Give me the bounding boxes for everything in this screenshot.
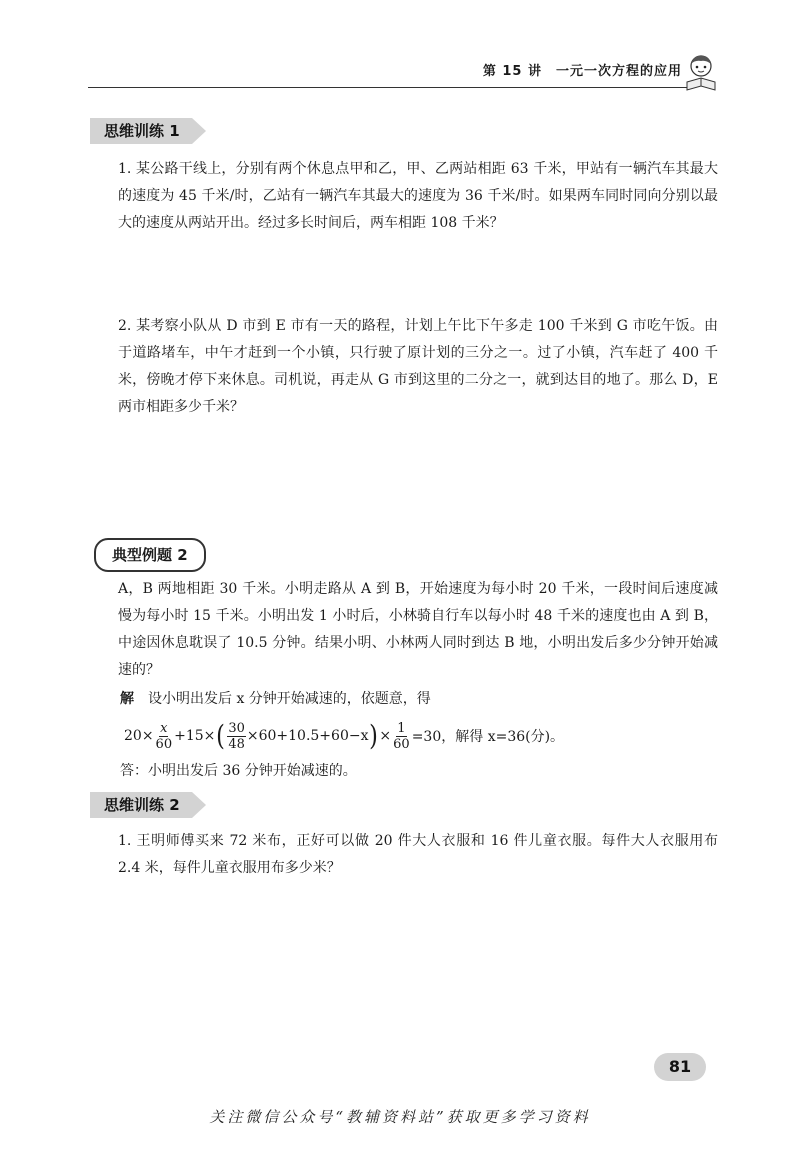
page-header (88, 50, 718, 90)
fraction-numerator: 30 (228, 720, 245, 736)
solution-intro: 设小明出发后 x 分钟开始减速的，依题意，得 (148, 691, 431, 707)
solution-label: 解 (120, 691, 134, 707)
fraction-numerator: x (160, 720, 168, 736)
example-2-problem: A，B 两地相距 30 千米。小明走路从 A 到 B，开始速度为每小时 20 千米，一段时间后速度减慢为每小时 15 千米。小明出发 1 小时后，小林骑自行车以每小时 48 千米的速度也由 A 到 B，中途因休息耽误了 10.5 分钟。结果小明、小林两人同时到达 B 地，小明出发后多少分钟开始减速的？ (118, 581, 718, 678)
right-paren: ) (369, 719, 379, 752)
fraction-denominator: 60 (393, 736, 410, 752)
eq-part-4: × (379, 728, 392, 744)
fraction-denominator: 60 (155, 736, 173, 752)
fraction-numerator: 1 (397, 720, 406, 736)
fraction-30-over-48 (227, 721, 246, 752)
example-2-answer: 答：小明出发后 36 分钟开始减速的。 (120, 763, 357, 779)
eq-part-3: ×60+10.5+60−x (246, 728, 369, 744)
training-2-question-1: 1. 王明师傅买来 72 米布，正好可以做 20 件大人衣服和 16 件儿童衣服。每件大人衣服用布 2.4 米，每件儿童衣服用布多少米？ (118, 833, 718, 876)
header-rule (88, 87, 688, 88)
solution-equation (124, 716, 724, 756)
training-1-question-1: 1. 某公路干线上，分别有两个休息点甲和乙，甲、乙两站相距 63 千米，甲站有一辆汽车其最大的速度为 45 千米/时，乙站有一辆汽车其最大的速度为 36 千米/时。如果两车同时同向分别以最大的速度从两站开出。经过多长时间后，两车相距 108 千米？ (118, 161, 718, 231)
eq-part-1: 20× (124, 728, 154, 744)
training-1-label-text: 思维训练 1 (90, 118, 192, 144)
fraction-1-over-60 (392, 721, 411, 752)
example-2-label: 典型例题 2 (94, 538, 206, 572)
training-1-label (90, 118, 206, 144)
reading-child-icon (684, 52, 718, 92)
eq-part-2: +15× (174, 728, 216, 744)
page-number: 81 (654, 1053, 706, 1081)
fraction-x-over-60 (155, 721, 174, 752)
solution-intro-line (120, 686, 720, 713)
training-2-label-text: 思维训练 2 (90, 792, 192, 818)
chapter-title: 第 15 讲 一元一次方程的应用 (482, 64, 682, 79)
training-1-question-2: 2. 某考察小队从 D 市到 E 市有一天的路程，计划上午比下午多走 100 千米到 G 市吃午饭。由于道路堵车，中午才赶到一个小镇，只行驶了原计划的三分之一。过了小镇，汽车赶了 400 千米，傍晚才停下来休息。司机说，再走从 G 市到这里的二分之一，就到达目的地了。那么 D，E 两市相距多少千米？ (118, 318, 718, 415)
left-paren: ( (216, 719, 226, 752)
tag-arrow-icon (192, 792, 206, 818)
training-2-label (90, 792, 206, 818)
footer-watermark: 关注微信公众号“教辅资料站”获取更多学习资料 (209, 1108, 591, 1126)
fraction-denominator: 48 (228, 736, 245, 752)
eq-part-5: =30，解得 x=36(分)。 (411, 729, 565, 745)
tag-arrow-icon (192, 118, 206, 144)
